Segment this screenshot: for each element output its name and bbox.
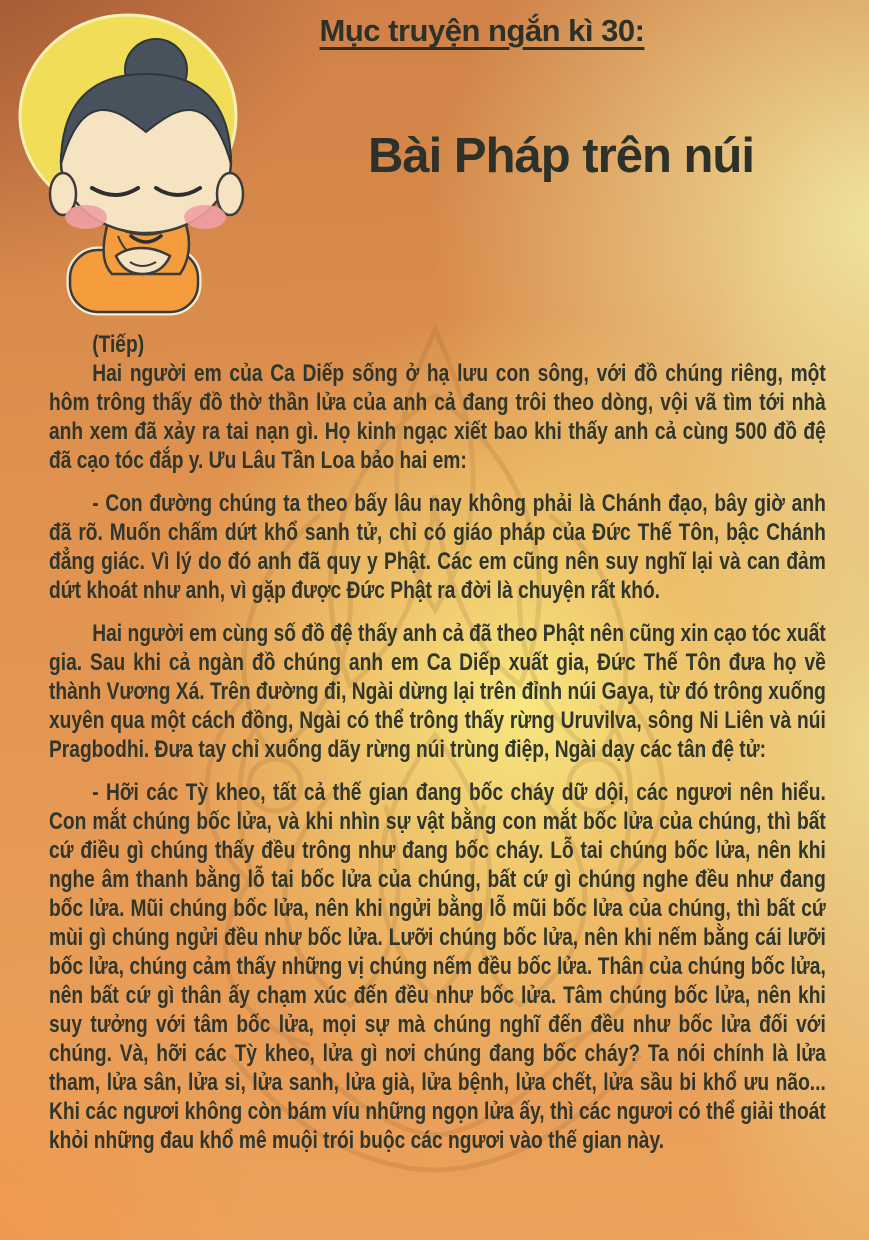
page-title: Bài Pháp trên núi: [368, 129, 754, 183]
story-paragraph: Hai người em cùng số đồ đệ thấy anh cả đã theo Phật nên cũng xin cạo tóc xuất gia. Sau khi cả ngàn đồ chúng anh em Ca Diếp xuất gia, Đức Thế Tôn đưa họ về thành Vương Xá. Trên đường đi, Ngài dừng lại trên đỉnh núi Gaya, từ đó trông xuống xuyên qua một cách đồng, Ngài có thể trông thấy rừng Uruvilva, sông Ni Liên và núi Pragbodhi. Đưa tay chỉ xuống dãy rừng núi trùng điệp, Ngài dạy các tân đệ tử:: [49, 620, 826, 763]
section-heading: Mục truyện ngắn kì 30:: [319, 13, 645, 48]
continuation-marker: (Tiếp): [92, 331, 145, 358]
story-paragraph: - Con đường chúng ta theo bấy lâu nay không phải là Chánh đạo, bây giờ anh đã rõ. Muốn chấm dứt khổ sanh tử, chỉ có giáo pháp của Đức Thế Tôn, bậc Chánh đẳng giác. Vì lý do đó anh đã quy y Phật. Các em cũng nên suy nghĩ lại và can đảm dứt khoát như anh, vì gặp được Đức Phật ra đời là chuyện rất khó.: [49, 490, 826, 604]
story-paragraph: - Hỡi các Tỳ kheo, tất cả thế gian đang bốc cháy dữ dội, các ngươi nên hiểu. Con mắt chúng bốc lửa, và khi nhìn sự vật bằng con mắt bốc lửa của chúng, thì bất cứ điều gì chúng thấy đều trông như đang bốc cháy. Lỗ tai chúng bốc lửa, nên khi nghe âm thanh bằng lỗ tai bốc lửa của chúng, bất cứ gì chúng nghe đều như đang bốc lửa. Mũi chúng bốc lửa, nên khi ngửi bằng lỗ mũi bốc lửa của chúng, thì bất cứ mùi gì chúng ngửi đều như bốc lửa. Lưỡi chúng bốc lửa, nên khi nếm bằng cái lưỡi bốc lửa, chúng cảm thấy những vị chúng nếm đều bốc lửa. Thân của chúng bốc lửa, nên bất cứ gì thân ấy chạm xúc đến đều như bốc lửa. Tâm chúng bốc lửa, nên khi suy tưởng với tâm bốc lửa, mọi sự mà chúng nghĩ đến đều như bốc lửa đối với chúng. Và, hỡi các Tỳ kheo, lửa gì nơi chúng đang bốc cháy? Ta nói chính là lửa tham, lửa sân, lửa si, lửa sanh, lửa già, lửa bệnh, lửa chết, lửa sầu bi khổ ưu não... Khi các ngươi không còn bám víu những ngọn lửa ấy, thì các ngươi có thể giải thoát khỏi những đau khổ mê muội trói buộc các ngươi vào thế gian này.: [49, 779, 826, 1154]
story-paragraph: Hai người em của Ca Diếp sống ở hạ lưu con sông, với đồ chúng riêng, một hôm trông thấy đồ thờ thần lửa của anh cả đang trôi theo dòng, vội vã tìm tới nhà anh xem đã xảy ra tai nạn gì. Họ kinh ngạc xiết bao khi thấy anh cả cùng 500 đồ đệ đã cạo tóc đắp y. Ưu Lâu Tần Loa bảo hai em:: [49, 360, 826, 474]
buddha-illustration: [8, 4, 258, 324]
story-body: [49, 330, 826, 1155]
